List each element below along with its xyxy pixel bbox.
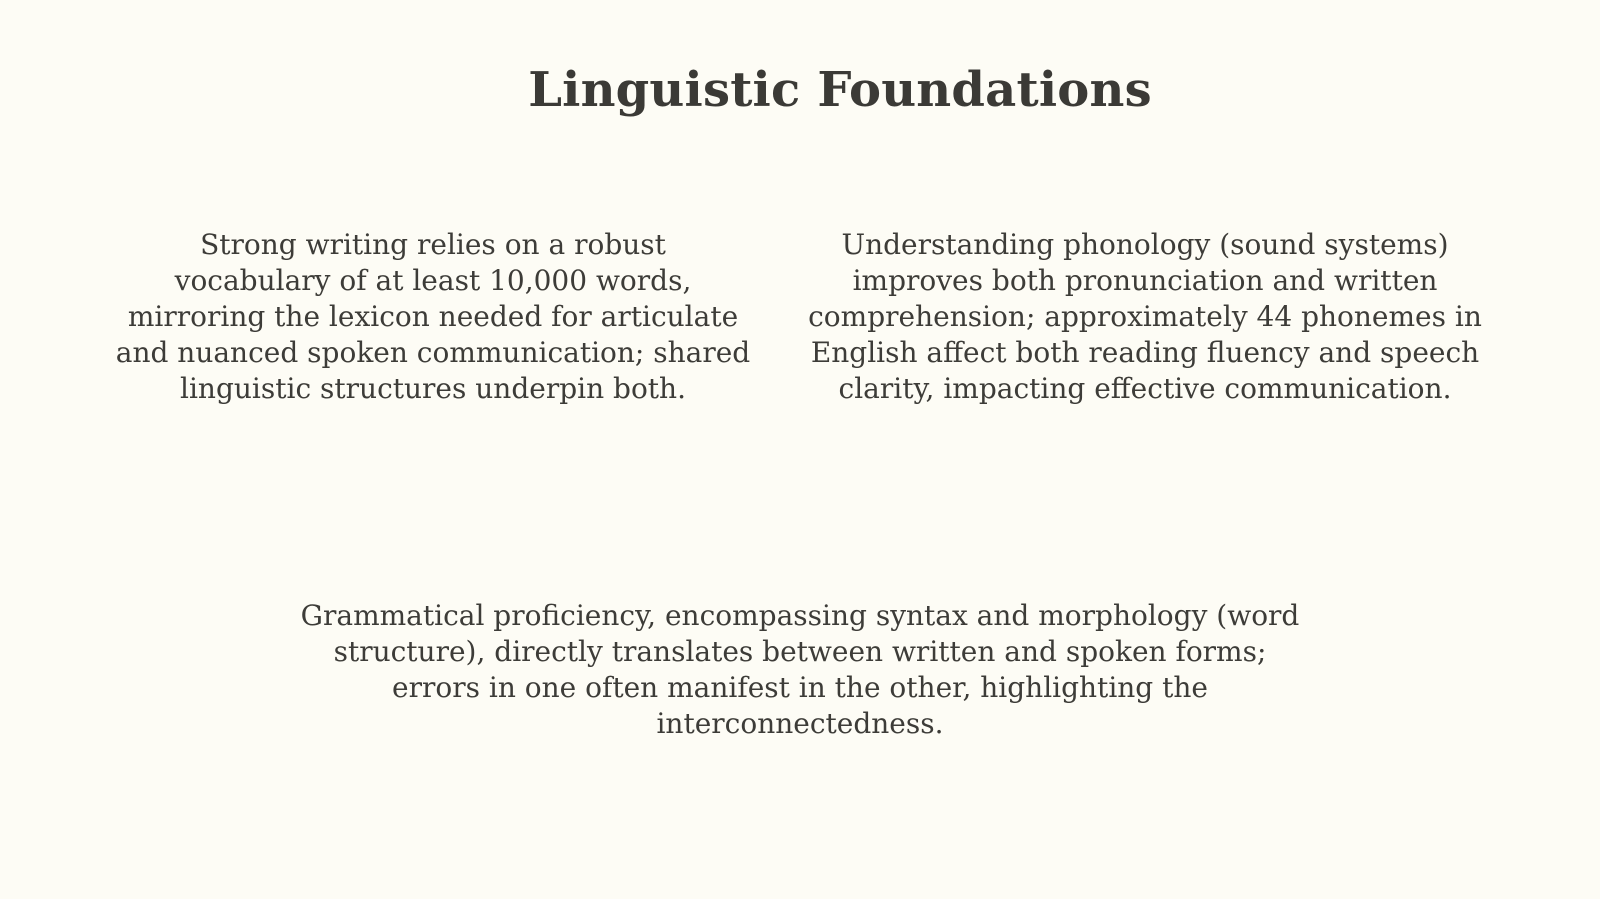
grammar-paragraph: Grammatical proficiency, encompassing syntax and morphology (word structure), directly translates between written and spoken forms; errors in one often manifest in the other, highlighting the interconnectedness. (300, 599, 1300, 740)
vocabulary-paragraph: Strong writing relies on a robust vocabulary of at least 10,000 words, mirroring the lexicon needed for articulate and nuanced spoken communication; shared linguistic structures underpin both. (115, 228, 751, 405)
phonology-paragraph: Understanding phonology (sound systems) improves both pronunciation and written comprehension; approximately 44 phonemes in English affect both reading fluency and speech clarity, impacting effective communication. (808, 228, 1482, 405)
slide-title: Linguistic Foundations (528, 62, 1152, 118)
